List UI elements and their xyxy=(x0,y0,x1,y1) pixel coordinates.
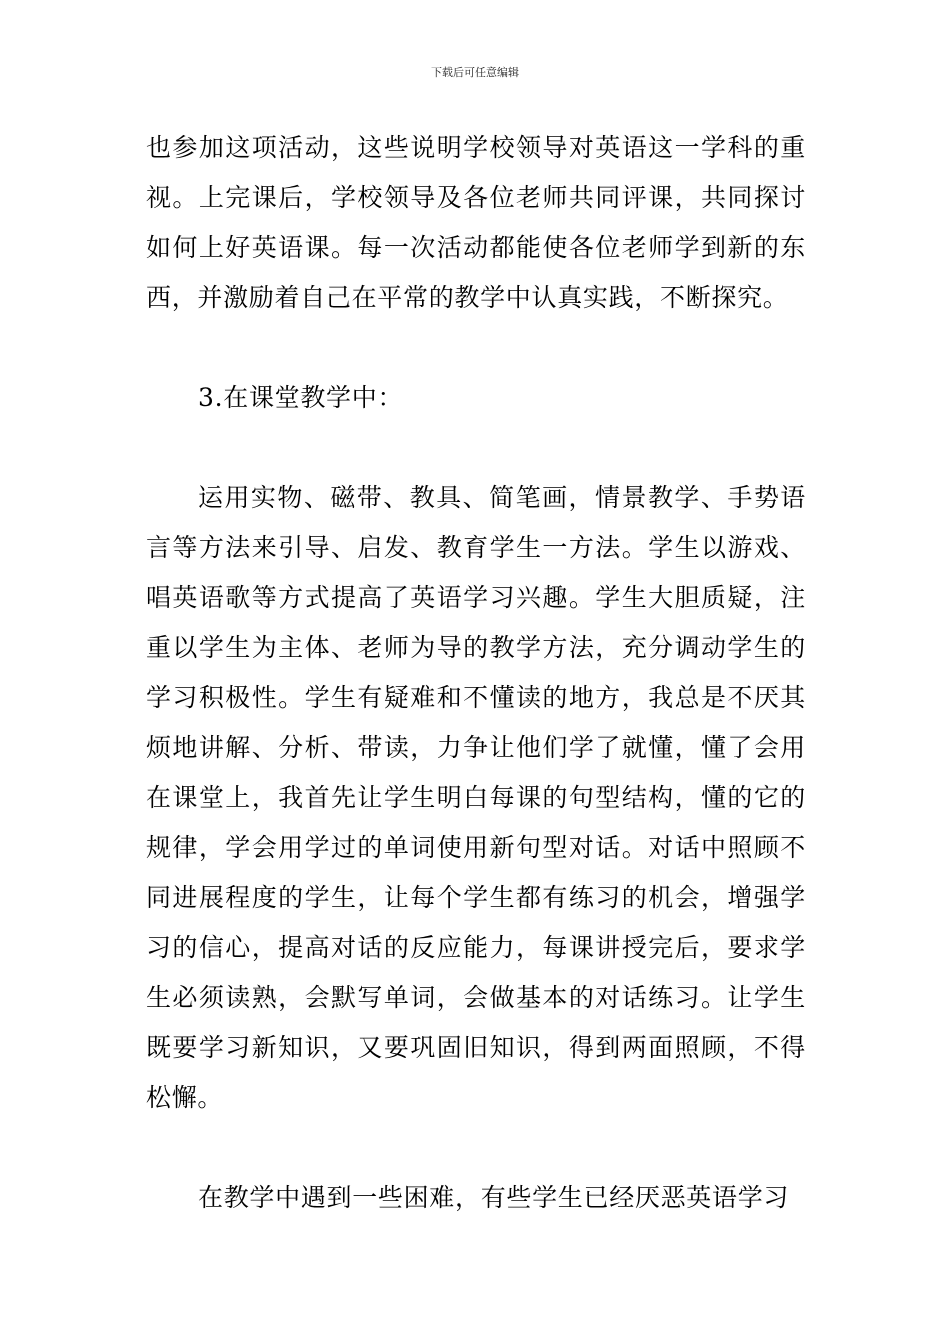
header-note: 下载后可任意编辑 xyxy=(431,66,519,79)
document-body xyxy=(146,123,806,1223)
paragraph-difficulties: 在教学中遇到一些困难，有些学生已经厌恶英语学习 xyxy=(198,1183,790,1212)
paragraph-classroom-teaching: 运用实物、磁带、教具、简笔画，情景教学、手势语言等方法来引导、启发、教育学生一方法。学生以游戏、唱英语歌等方式提高了英语学习兴趣。学生大胆质疑，注重以学生为主体、老师为导的教学方法，充分调动学生的学习积极性。学生有疑难和不懂读的地方，我总是不厌其烦地讲解、分析、带读，力争让他们学了就懂，懂了会用在课堂上，我首先让学生明白每课的句型结构，懂的它的规律，学会用学过的单词使用新句型对话。对话中照顾不同进展程度的学生，让每个学生都有练习的机会，增强学习的信心，提高对话的反应能力，每课讲授完后，要求学生必须读熟，会默写单词，会做基本的对话练习。让学生既要学习新知识，又要巩固旧知识，得到两面照顾，不得松懈。 xyxy=(146,483,806,1112)
section-heading: 3.在课堂教学中： xyxy=(198,383,404,412)
paragraph-continuation: 也参加这项活动，这些说明学校领导对英语这一学科的重视。上完课后，学校领导及各位老师共同评课，共同探讨如何上好英语课。每一次活动都能使各位老师学到新的东西，并激励着自己在平常的教学中认真实践，不断探究。 xyxy=(146,133,806,312)
